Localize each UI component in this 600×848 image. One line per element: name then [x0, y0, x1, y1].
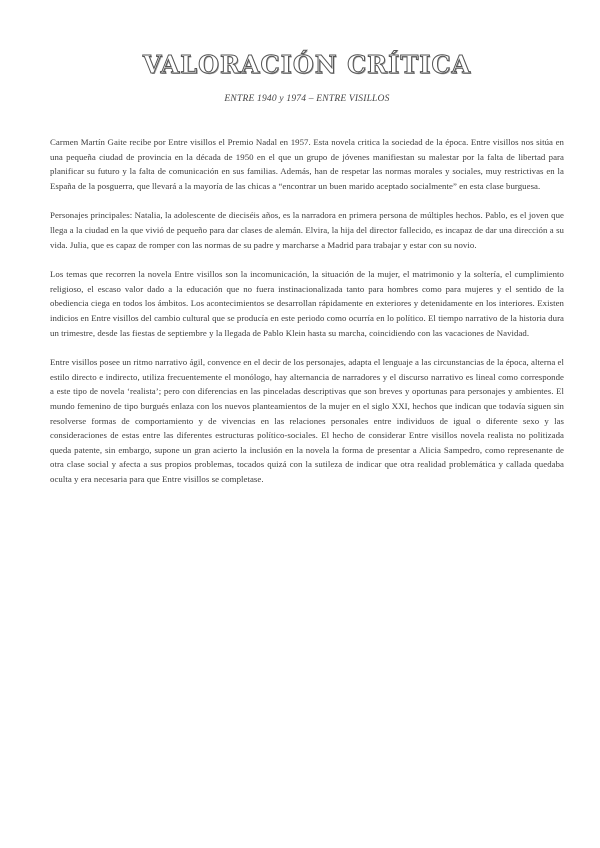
document-body	[50, 135, 564, 486]
document-subtitle: ENTRE 1940 y 1974 – ENTRE VISILLOS	[224, 94, 390, 104]
paragraph-themes: Los temas que recorren la novela Entre visillos son la incomunicación, la situación de la mujer, el matrimonio y la soltería, el cumplimiento religioso, el escaso valor dado a la educación que no fuera instinacionalizada tanto para hombres como para mujeres y el sentido de la obediencia ciega en todos los ámbitos. Los acontecimientos se desarrollan rápidamente en exteriores y detenidamente en los interiores. Existen indicios en Entre visillos del cambio cultural que se producía en este periodo como ocurría en lo político. El tiempo narrativo de la historia dura un trimestre, desde las fiestas de septiembre y la llegada de Pablo Klein hasta su marcha, coincidiendo con las vacaciones de Navidad.	[50, 269, 564, 338]
paragraph-characters: Personajes principales: Natalia, la adolescente de dieciséis años, es la narradora en primera persona de múltiples hechos. Pablo, es el joven que llega a la ciudad en la que vivió de pequeño para dar clases de alemán. Elvira, la hija del director fallecido, es incapaz de dar una dirección a su vida. Julia, que es capaz de romper con las normas de su padre y marcharse a Madrid para trabajar y estar con su novio.	[50, 210, 564, 250]
paragraph-intro: Carmen Martín Gaite recibe por Entre visillos el Premio Nadal en 1957. Esta novela critica la sociedad de la época. Entre visillos nos sitúa en una pequeña ciudad de provincia en la década de 1950 en el que un grupo de jóvenes manifiestan su malestar por la falta de libertad para planificar su futuro y la falta de comunicación en sus familias. Además, han de respetar las normas morales y sociales, muy restrictivas en la España de la posguerra, que llevará a la mayoría de las chicas a “encontrar un buen marido aceptado socialmente” en esta clase burguesa.	[50, 137, 564, 191]
paragraph-style: Entre visillos posee un ritmo narrativo ágil, convence en el decir de los personajes, adapta el lenguaje a las circunstancias de la época, alterna el estilo directo e indirecto, utiliza frecuentemente el monólogo, hay alternancia de narradores y el discurso narrativo es lineal como corresponde a este tipo de novela ‘realista’; pero con diferencias en las pinceladas descriptivas que son breves y oportunas para personajes y ambientes. El mundo femenino de tipo burgués enlaza con los nuevos planteamientos de la mujer en el siglo XXI, hechos que indican que todavía siguen sin resolverse formas de comportamiento y de vivencias en las relaciones personales entre individuos de igual o diferente sexo y las consideraciones de estas entre las diferentes estructuras político-sociales. El hecho de considerar Entre visillos novela realista no politizada queda patente, sin embargo, supone un gran acierto la inclusión en la novela la forma de presentar a Alicia Sampedro, como represenante de otra clase social y afecta a sus propios problemas, tocados quizá con la sutileza de indicar que otra realidad problemática y callada quedaba oculta y era necesaria para que Entre visillos se completase.	[50, 357, 564, 484]
document-title: VALORACIÓN CRÍTICA	[142, 50, 472, 79]
